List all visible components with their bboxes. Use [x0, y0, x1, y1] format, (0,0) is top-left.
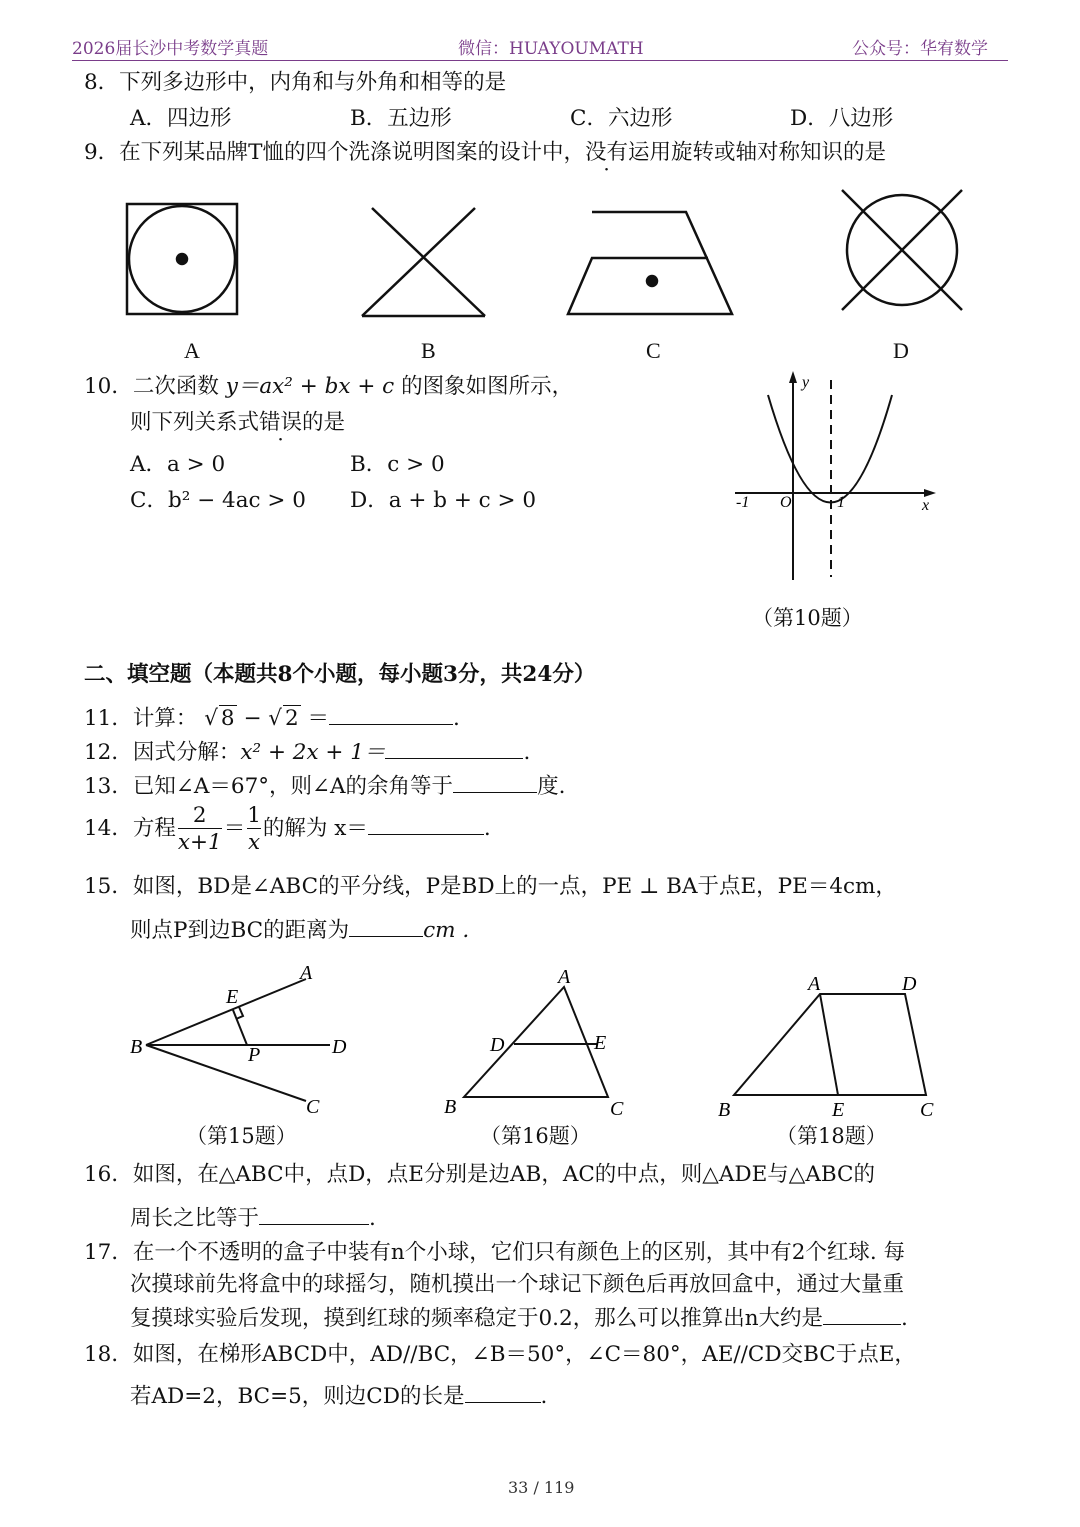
fig15-label-d: D [332, 1036, 347, 1058]
q8-option-c: C．六边形 [570, 106, 673, 131]
fig16-label-b: B [444, 1096, 457, 1118]
fig15-label-c: C [306, 1096, 320, 1118]
q16-line1: 16．如图，在△ABC中，点D，点E分别是边AB，AC的中点，则△ADE与△ABC的 [84, 1162, 876, 1187]
q15-line2: 则点P到边BC的距离为 cm . [130, 918, 470, 943]
q10-x-arrow [924, 489, 936, 497]
fig16-label-c: C [610, 1098, 624, 1120]
q10-graph [720, 365, 950, 590]
q10-stem-line2: 则下列关系式错误的是 [130, 410, 346, 435]
fig15-label-a: A [300, 962, 313, 984]
fig18-label-c: C [920, 1099, 934, 1121]
q17-line2: 次摸球前先将盒中的球摇匀，随机摸出一个球记下颜色后再放回盒中，通过大量重 [130, 1272, 905, 1297]
figures-row [120, 955, 960, 1125]
q9-stem: 9．在下列某品牌T恤的四个洗涤说明图案的设计中，没有运用旋转或轴对称知识的是 [84, 140, 887, 165]
q12-text: 12．因式分解：x² + 2x + 1＝ . [84, 740, 531, 765]
fig16-label-a: A [558, 966, 571, 988]
q14-answer-blank [368, 814, 484, 835]
fig15-label-e: E [226, 986, 239, 1008]
q8-option-a: A．四边形 [130, 106, 232, 131]
q9-label-c: C [646, 338, 661, 363]
q10-caption: （第10题） [752, 606, 863, 630]
q11-answer-blank [329, 704, 453, 725]
q10-emphasis: 错误 [259, 410, 303, 435]
q9-label-a: A [184, 338, 200, 363]
header-left: 2026届长沙中考数学真题 [72, 39, 269, 59]
q15-answer-blank [349, 916, 423, 937]
q9-figure-d [842, 190, 962, 310]
fig18-label-e: E [832, 1099, 845, 1121]
q8-option-b: B．五边形 [350, 106, 452, 131]
q9-figure-a [127, 204, 237, 314]
q10-option-b: B．c > 0 [350, 452, 445, 477]
fig18-label-a: A [808, 973, 821, 995]
q17-line3: 复摸球实验后发现，摸到红球的频率稳定于0.2，那么可以推算出n大约是 . [130, 1306, 908, 1331]
q18-line2: 若AD=2，BC=5，则边CD的长是 . [130, 1384, 548, 1409]
q9-label-b: B [421, 338, 436, 363]
header-rule [72, 60, 1008, 61]
q11-text: 11．计算： √ 8 − √ 2 ＝ . [84, 706, 460, 731]
q9-figure-c [568, 212, 732, 314]
fig16-label-d: D [490, 1034, 505, 1056]
q13-text: 13．已知∠A＝67°，则∠A的余角等于 度. [84, 774, 566, 799]
q12-answer-blank [385, 738, 523, 759]
header-right: 公众号：华宥数学 [852, 39, 988, 59]
q10-label-x: x [922, 497, 930, 514]
q10-label-neg-one: -1 [736, 494, 750, 511]
q10-label-one: 1 [837, 494, 845, 511]
fig15-label-b: B [130, 1036, 143, 1058]
q9-figures [110, 180, 990, 330]
q10-option-a: A．a > 0 [130, 452, 226, 477]
q15-caption: （第15题） [186, 1124, 297, 1148]
q16-caption: （第16题） [480, 1124, 591, 1148]
q10-y-arrow [789, 371, 797, 383]
header-center: 微信：HUAYOUMATH [458, 39, 644, 59]
q8-option-d: D．八边形 [790, 106, 894, 131]
q8-stem: 8．下列多边形中，内角和与外角和相等的是 [84, 70, 507, 95]
q10-equation: y＝ax² + bx + c [225, 374, 395, 399]
q10-label-origin: O [780, 494, 792, 511]
fig16-label-e: E [594, 1032, 607, 1054]
fig15-label-p: P [248, 1044, 261, 1066]
q13-answer-blank [453, 772, 537, 793]
q9-figure-b [362, 208, 485, 316]
fig16 [464, 987, 608, 1097]
q10-option-c: C．b² − 4ac > 0 [130, 488, 306, 513]
q18-answer-blank [465, 1382, 541, 1403]
q14-text: 14．方程 $\frac{2}{x+1}$ ＝ $\frac{1}{x}$ 的解为 x＝ . [84, 803, 491, 855]
fig18-label-b: B [718, 1099, 731, 1121]
q16-line2: 周长之比等于 . [130, 1206, 376, 1231]
q18-line1: 18．如图，在梯形ABCD中，AD//BC，∠B＝50°，∠C＝80°，AE//CD交BC于点E， [84, 1342, 916, 1367]
page-number: 33 / 119 [508, 1478, 575, 1497]
q17-answer-blank [823, 1304, 901, 1325]
q16-answer-blank [259, 1204, 369, 1225]
q10-stem: 10．二次函数 y＝ax² + bx + c 的图象如图所示， [84, 374, 574, 399]
q10-label-y: y [802, 374, 810, 391]
section2-title: 二、填空题（本题共8个小题，每小题3分，共24分） [84, 662, 596, 687]
fig18 [734, 994, 926, 1095]
q17-line1: 17．在一个不透明的盒子中装有n个小球，它们只有颜色上的区别，其中有2个红球. 每 [84, 1240, 906, 1265]
q9-emphasis: 没有 [585, 140, 629, 165]
fig18-label-d: D [902, 973, 917, 995]
q9-label-d: D [893, 338, 909, 363]
q15-line1: 15．如图，BD是∠ABC的平分线，P是BD上的一点，PE ⊥ BA于点E，PE＝4cm， [84, 874, 897, 899]
q10-option-d: D．a + b + c > 0 [350, 488, 537, 513]
q18-caption: （第18题） [776, 1124, 887, 1148]
